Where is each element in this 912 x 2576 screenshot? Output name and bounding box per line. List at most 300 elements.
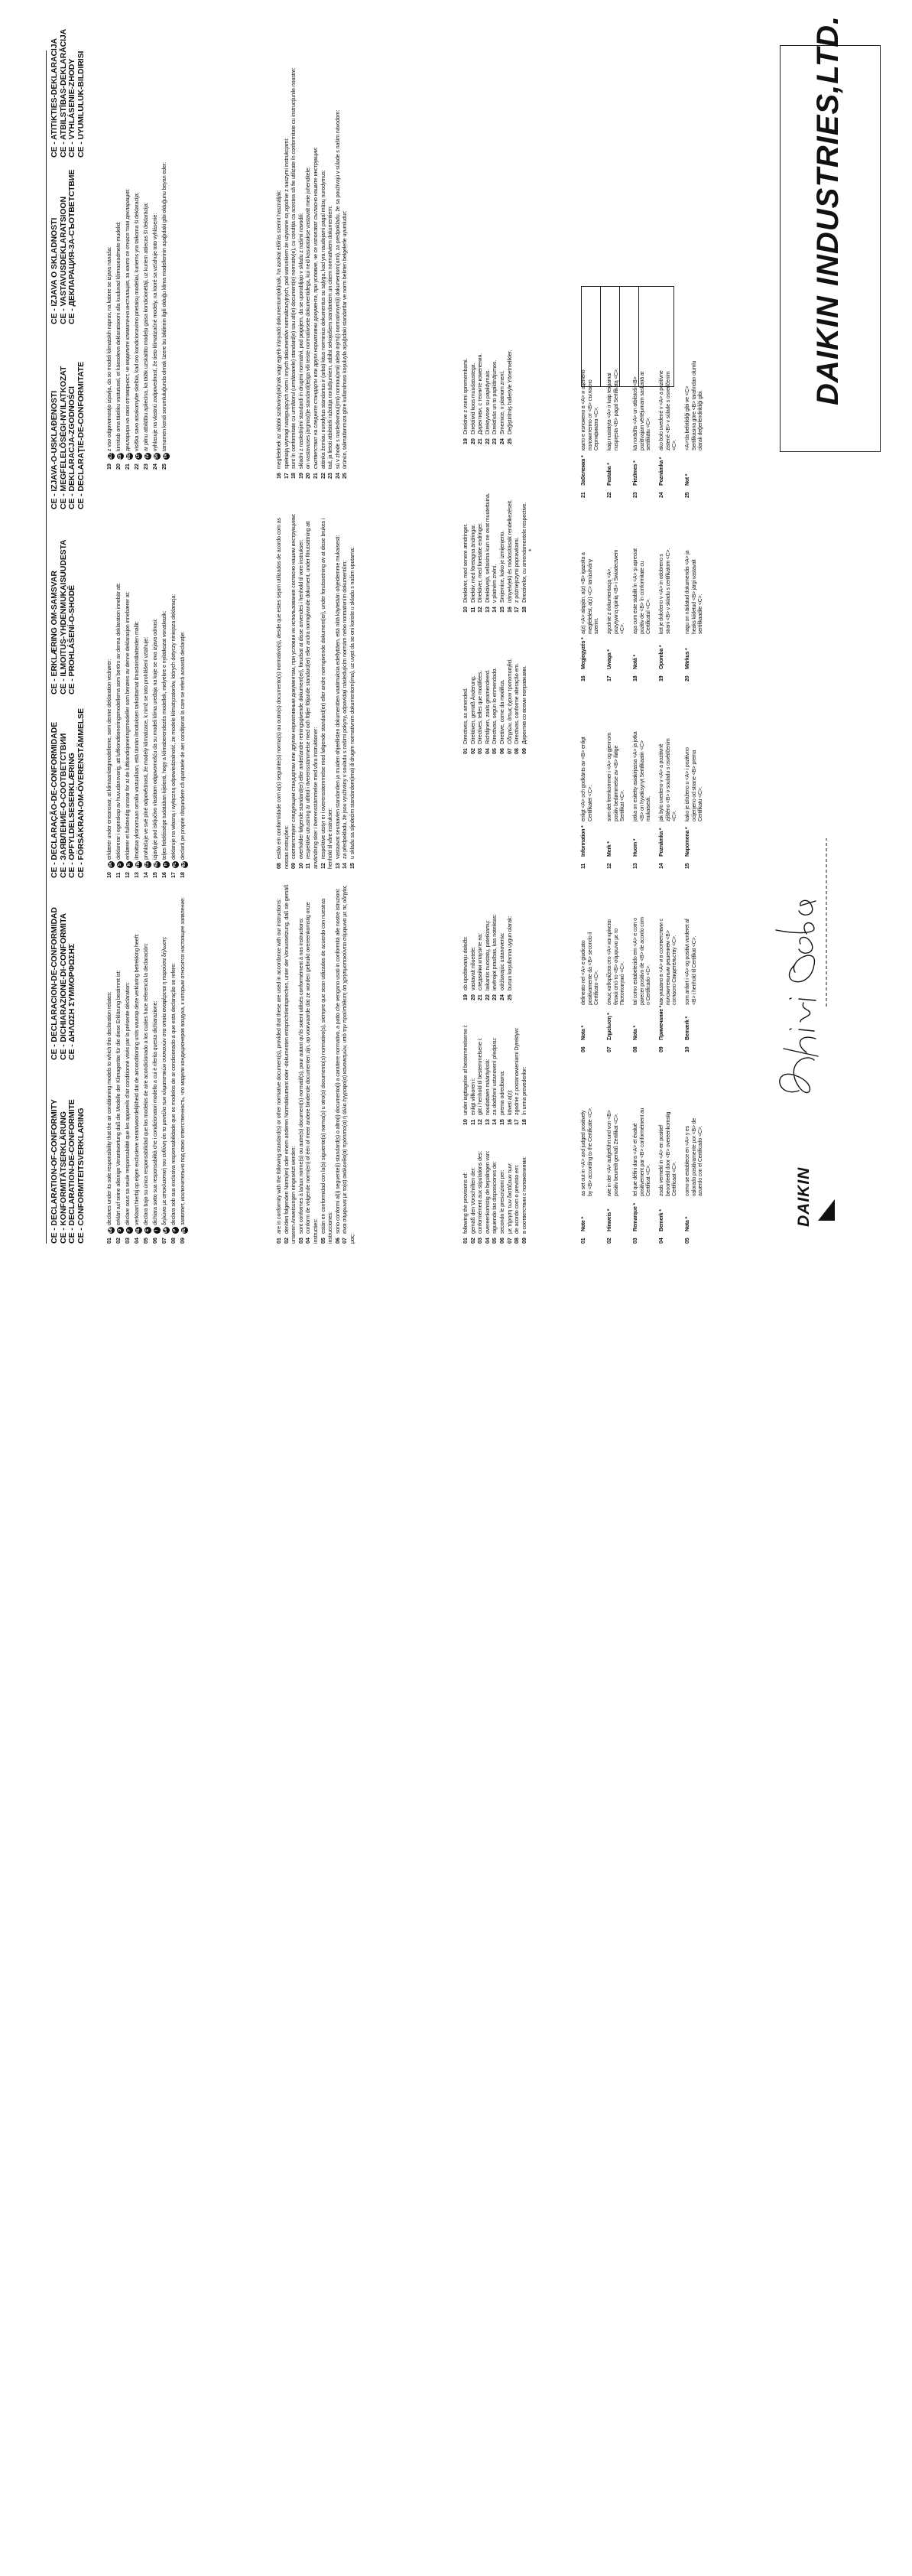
- numbered-item: [491, 624, 498, 754]
- numbered-item: [115, 53, 124, 470]
- item-text: estão em conformidade com a(s) seguinte(s) norma(s) ou outro(s) documento(s) normativo(s), desde que estes sejam utilizados de acordo com as nossas instruções:: [275, 518, 290, 869]
- numbered-item: [521, 1129, 528, 1244]
- item-text: atitinka žemiau nurodytus standartus ir (arba) kitus norminius dokumentus su sąlyga, kad yra naudojami pagal mūsų nurodymus:: [319, 170, 326, 469]
- header-column: [50, 869, 77, 1060]
- note-text: as set out in <A> and judged positively by <B> according to the Certificate <C>.: [581, 1107, 593, 1196]
- numbered-item: [476, 886, 484, 1000]
- note-label: Notă *: [633, 654, 638, 669]
- note-number: 16: [581, 675, 586, 681]
- item-text: gemäß den Vorschriften der:: [469, 1167, 476, 1234]
- item-number: 02: [469, 1238, 476, 1244]
- daikin-logo-text: DAIKIN: [795, 1166, 813, 1227]
- language-badge: N: [126, 861, 133, 868]
- item-text: prohlašuje ve své plné odpovědnosti, že modely klimatizace, k nimž se toto prohlášení vztahuje:: [142, 637, 149, 860]
- item-number: 09: [179, 1238, 186, 1244]
- header-title: CE - DECLARATION-DE-CONFORMITE: [67, 1099, 76, 1244]
- note-label: Poznámka *: [659, 457, 664, 486]
- item-text: respektive utrustning är utförd i överensstämmelse med och följer följande standard(er) eller andra normgivande dokument, under förutsättning att användning sker i överensstämmelse med våra instruktioner:: [304, 521, 319, 869]
- item-text: deklaruje na własną i wyłączną odpowiedzialność, że modele klimatyzatorów, których dotyczy niniejsza deklaracja:: [170, 594, 177, 860]
- item-text: verklaart hierbij op eigen exclusieve verantwoordelijkheid dat de airconditioning units waarop deze verklaring betrekking heeft:: [133, 933, 140, 1225]
- note-label: Nota *: [581, 1025, 586, 1040]
- numbered-item: [290, 53, 297, 479]
- note-item: [685, 502, 711, 681]
- numbered-item: [142, 519, 151, 878]
- numbered-item: [484, 1129, 492, 1244]
- header-row: [50, 28, 96, 1244]
- item-text: skladni z naslednjimi standardi in drugimi normativi, pod pogojem, da se uporabljajo v skladu z našimi navodili:: [297, 213, 304, 469]
- item-text: Smjernice, kako je izmijenjeno.: [498, 530, 505, 603]
- item-number: 06: [498, 748, 505, 754]
- item-text: съответстват на следните стандарти или други нормативни документи, при условие, че се използват съгласно нашите инструкции:: [311, 147, 319, 469]
- header-title: CE - ILMOITUS-YHDENMUKAISUUDESTA: [58, 539, 68, 694]
- note-label: Забележка *: [581, 455, 586, 486]
- item-text: Direktiven, gemäß Änderung.: [469, 675, 476, 744]
- header-column: [50, 1052, 86, 1244]
- item-text: Direktiivid koos muudatustega.: [469, 363, 476, 434]
- numbered-item: [105, 53, 115, 470]
- item-text: déclare sous sa seule responsabilité que les appareils d'air conditionné visés par la présente déclaration:: [124, 982, 131, 1225]
- language-badge: D: [117, 1227, 124, 1234]
- language-badge: RU: [182, 1228, 187, 1233]
- note-heading: [581, 637, 588, 681]
- item-text: заявляет, исключительно под свою ответственность, что модели кондиционеров воздуха, к которым относится настоящее заявление:: [179, 897, 186, 1225]
- note-label: Merk *: [607, 841, 612, 857]
- header-title: CE - IZJAVA-O-USKLAĐENOSTI: [50, 390, 59, 509]
- conformity-block-16-25: [275, 53, 349, 479]
- numbered-item: [304, 53, 312, 479]
- note-heading: [607, 649, 614, 681]
- item-number: 18: [290, 473, 297, 479]
- numbered-item: [476, 1129, 484, 1244]
- note-label: Uwaga *: [607, 649, 612, 669]
- note-text: <A>'da belirtildiği gibi ve <C> Sertifikasına göre <B> tarafından olumlu olarak değerlendirildiği gibi.: [685, 360, 704, 450]
- language-badge: GB: [109, 1227, 113, 1234]
- numbered-item: [161, 53, 170, 470]
- item-text: Smernice, v platnom znení.: [498, 370, 505, 434]
- header-title: CE - OPFYLDELSESERKLÆRING: [67, 753, 76, 878]
- header-title: CE - KONFORMITÄTSERKLÄRUNG: [58, 1111, 68, 1244]
- note-number: 02: [607, 1238, 612, 1244]
- numbered-item: [320, 503, 334, 869]
- item-text: visiška savo atsakomybe skelbia, kad oro kondicionavimo prietaisų modeliai, kuriems yra taikoma ši deklaracija:: [133, 192, 140, 451]
- item-number: 07: [341, 1238, 349, 1244]
- item-text: Οδηγιών, όπως έχουν τροποποιηθεί.: [505, 659, 513, 744]
- item-text: Direttive, come da modifica.: [498, 679, 505, 744]
- numbered-item: [170, 519, 179, 878]
- numbered-item: [105, 884, 115, 1244]
- language-badge: EST: [118, 452, 122, 460]
- item-number: 05: [319, 1238, 326, 1244]
- note-label: Huom *: [633, 838, 638, 857]
- item-text: vastaavat seuraavien standardien ja muiden ohjeellisten dokumenttien vaatimuksia edellyttäen, että niitä käytetään ohjeidemme mukaisesti:: [333, 535, 341, 859]
- note-item: [633, 502, 659, 681]
- numbered-item: [484, 624, 492, 754]
- note-heading: [633, 839, 640, 869]
- note-number: 14: [659, 863, 664, 869]
- item-text: conform de volgende norm(en) of één of meer andere bindende documenten zijn, op voorwaarde dat ze worden gebruikt overeenkomstig onze instructies:: [304, 902, 319, 1244]
- note-text: kako je izloženo u <A> i pozitivno ocijenjeno od strane <B> prema Certifikatu <C>.: [685, 747, 704, 821]
- header-title: CE - PROHLÁŠENÍ-O-SHODĚ: [67, 585, 76, 694]
- header-title: CE - ДЕКЛАРАЦИЯ-ЗА-СЪОТВЕТСТВИЕ: [67, 169, 76, 324]
- item-number: 18: [179, 872, 186, 878]
- item-number: 19: [462, 994, 469, 1000]
- note-number: 09: [659, 1046, 664, 1052]
- numbered-item: [506, 624, 514, 754]
- item-number: 12: [319, 863, 326, 869]
- item-text: Direktiivejä, sellaisina kuin ne ovat muutettuina.: [483, 493, 491, 603]
- note-text: както е изложено в <A> и оценено положително от <B> съгласно Сертификата <C>.: [581, 369, 600, 450]
- numbered-item: [491, 1129, 498, 1244]
- numbered-item: [151, 53, 161, 470]
- certificate-box-row: [601, 287, 620, 386]
- item-number: 22: [483, 438, 491, 444]
- item-text: Direktive z vsemi spremembami.: [462, 358, 469, 434]
- item-text: prema odredbama:: [498, 1070, 505, 1115]
- header-title: CE - DECLARAŢIE-DE-CONFORMITATE: [76, 361, 86, 509]
- numbered-item: [491, 460, 498, 613]
- item-text: sont conformes à la/aux norme(s) ou autre(s) document(s) normatif(s), pour autant qu'ils soient utilisés conformément à nos instructions:: [297, 917, 304, 1234]
- certificate-box-row: [582, 287, 601, 386]
- note-label: Bemerk *: [659, 1209, 664, 1231]
- item-number: 13: [333, 863, 341, 869]
- item-number: 12: [476, 607, 484, 613]
- language-badge: CZ: [145, 862, 150, 867]
- note-number: 19: [659, 675, 664, 681]
- item-number: 12: [476, 1119, 484, 1125]
- item-text: в соответствии с положениями:: [520, 1156, 527, 1234]
- item-number: 25: [505, 438, 513, 444]
- certificate-box: [581, 286, 674, 387]
- note-text: tel que défini dans <A> et évalué positivement par <B> conformément au Certificat <C>.: [633, 1107, 652, 1196]
- note-item: [659, 1064, 685, 1244]
- item-number: 05: [491, 748, 498, 754]
- item-text: Direktīvās un to papildinājumos.: [491, 359, 498, 434]
- item-text: sunt în conformitate cu următorul (următoarele) standard(e) sau alt(e) document(e) normativ(e), cu condiţia ca acestea să fie utilizate în conformitate cu instrucţiunile noastre:: [290, 67, 297, 469]
- numbered-item: [484, 1004, 492, 1125]
- item-number: 05: [491, 1238, 498, 1244]
- item-text: zgodnie z postanowieniami Dyrektyw:: [513, 1027, 521, 1115]
- item-text: siguiendo las disposiciones de:: [491, 1161, 498, 1234]
- conformity-block-08-15: [275, 503, 356, 869]
- item-text: Directivas, conforme alteração em.: [513, 663, 521, 744]
- numbered-item: [334, 53, 342, 479]
- numbered-item: [170, 884, 179, 1244]
- numbered-item: [506, 1129, 514, 1244]
- note-text: a(z) <A> alapján, a(z) <B> igazolta a megfelelést, a(z) <C> tanúsítvány szerint.: [581, 552, 600, 634]
- note-heading: [659, 646, 666, 681]
- note-item: [633, 689, 659, 869]
- header-column: [50, 318, 86, 509]
- item-number: 24: [333, 473, 341, 479]
- numbered-item: [105, 519, 115, 878]
- item-number: 11: [469, 607, 476, 613]
- declaration-block-01-09: [105, 884, 188, 1244]
- numbered-item: [133, 519, 142, 878]
- numbered-item: [283, 53, 290, 479]
- note-number: 21: [581, 492, 586, 498]
- note-number: 10: [685, 1046, 690, 1052]
- note-text: kaip nustatyta <A> ir kaip teigiamai nuspręsta <B> pagal Sertifikatą <C>.: [607, 368, 619, 450]
- item-text: ob upoštevanju določb:: [462, 936, 469, 990]
- numbered-item: [161, 519, 170, 878]
- note-text: som anført i <A> og positivt vurderet af <B> i henhold til Certifikat <C>.: [685, 919, 697, 1005]
- note-number: 01: [581, 1238, 586, 1244]
- note-text: tal como estabelecido em <A> e com o parecer positivo de <B> de acordo com o Certificado <C>.: [633, 917, 652, 1005]
- note-heading: [581, 1217, 588, 1244]
- item-text: bunun koşullarına uygun olarak:: [505, 916, 513, 990]
- numbered-item: [484, 299, 492, 444]
- note-label: Opomba *: [659, 645, 664, 669]
- note-item: [581, 873, 607, 1052]
- note-text: delineato nel <A> e giudicato positivamente da <B> secondo il Certificato <C>.: [581, 932, 600, 1005]
- numbered-item: [124, 53, 133, 470]
- note-text: kā norādīts <A> un atbilstoši <B> pozitīvajam vērtējumam saskaņā ar sertifikātu <C>.: [633, 371, 652, 450]
- language-badge: DK: [109, 862, 113, 867]
- note-heading: [659, 457, 666, 498]
- item-text: δηλώνει με αποκλειστική του ευθύνη ότι τα μοντέλα των κλιματιστικών συσκευών στα οποία αναφέρεται η παρούσα δήλωση:: [161, 936, 167, 1225]
- item-number: 16: [161, 872, 167, 878]
- item-text: követi a(z):: [505, 1089, 513, 1115]
- numbered-item: [341, 53, 349, 479]
- note-number: 17: [607, 675, 612, 681]
- item-number: 17: [170, 872, 177, 878]
- numbered-item: [326, 53, 334, 479]
- numbered-item: [124, 519, 133, 878]
- item-number: 21: [124, 463, 131, 470]
- item-text: ürünün, talimatlarımıza göre kullanılması koşuluyla aşağıdaki standartlar ve norm belirten belgelerle uyumludur:: [341, 210, 349, 469]
- numbered-item: [320, 880, 334, 1244]
- numbered-item: [124, 884, 133, 1244]
- note-text: nagu on näidatud dokumendis <A> ja heaks kiidetud <B> järgi vastavalt sertifikaadile <C>.: [685, 550, 704, 634]
- item-text: tad, ja lietoti atbilstoši ražotāja norādījumiem, atbilst sekojošiem standartiem un citiem normatīviem dokumentiem:: [326, 206, 334, 469]
- note-heading: [633, 655, 640, 681]
- item-text: dichiara sotto sua responsabilità che i condizionatori modello a cui è riferita questa dichiarazione:: [151, 1000, 158, 1225]
- note-item: [607, 502, 633, 681]
- header-title: CE - IZJAVA O SKLADNOSTI: [50, 217, 59, 324]
- item-text: following the provisions of:: [462, 1172, 469, 1234]
- numbered-item: [469, 460, 477, 613]
- item-number: 21: [476, 438, 484, 444]
- numbered-item: [469, 1129, 477, 1244]
- item-text: conformément aux stipulations des:: [476, 1151, 484, 1234]
- language-badge: I: [154, 1227, 161, 1234]
- note-heading: [685, 1217, 692, 1244]
- item-text: είναι σύμφωνα με το(α) ακόλουθο(α) πρότυπο(α) ή άλλο έγγραφο(α) κανονισμών, υπό την προϋπόθεση ότι χρησιμοποιούνται σύμφωνα με τις οδηγίες μας:: [341, 885, 355, 1244]
- header-title: CE - FÖRSÄKRAN-OM-ÖVERENSTÄMMELSE: [76, 708, 86, 878]
- note-item: [685, 1064, 711, 1244]
- item-number: 09: [290, 863, 297, 869]
- item-text: under iagttagelse af bestemmelserne i:: [462, 1024, 469, 1115]
- directives-amended-19-25: [462, 299, 513, 444]
- item-text: megfelelnek az alábbi szabvány(ok)nak vagy egyéb irányadó dokumentum(ok)nak, ha azokat előírás szerint használják:: [275, 190, 282, 469]
- item-number: 14: [142, 872, 149, 878]
- note-item: [633, 1064, 659, 1244]
- certificate-box-row: [620, 287, 639, 386]
- note-heading: [581, 1026, 588, 1052]
- item-text: Directives, as amended.: [462, 688, 469, 744]
- header-title: CE - DEKLARACJA-ZGODNOŚCI: [67, 386, 76, 509]
- item-number: 19: [297, 473, 304, 479]
- item-number: 06: [333, 1238, 341, 1244]
- language-badge: SK: [154, 454, 159, 459]
- item-number: 16: [505, 1119, 513, 1125]
- item-text: gitt i henhold til bestemmelsene i:: [476, 1037, 484, 1115]
- note-label: Not *: [685, 473, 690, 486]
- declaration-block-10-18: [105, 519, 188, 878]
- numbered-item: [506, 299, 514, 444]
- directives-provisions-10-18: [462, 1004, 527, 1125]
- header-title: CE - ЗАЯВЛЕНИЕ-О-СООТВЕТСТВИИ: [58, 733, 68, 878]
- note-item: [607, 1064, 633, 1244]
- numbered-item: [304, 503, 319, 869]
- item-number: 02: [282, 1238, 290, 1244]
- item-number: 13: [483, 607, 491, 613]
- note-item: [659, 873, 685, 1052]
- note-text: wie in der <A> aufgeführt und von <B> positiv beurteilt gemäß Zertifikat <C>.: [607, 1110, 619, 1196]
- note-label: Nota *: [685, 1216, 690, 1231]
- note-text: enligt <A> och godkänts av <B> enligt Certifikatet <C>.: [581, 737, 593, 821]
- company-frame: [780, 15, 881, 452]
- item-text: ievērojot prasības, kas noteiktas:: [491, 914, 498, 990]
- directives-amended-10-18: [462, 460, 527, 613]
- header-title: CE - DECLARAÇÃO-DE-CONFORMIDADE: [50, 722, 59, 878]
- item-text: Directives, telles que modifiées.: [476, 670, 484, 744]
- item-text: Директив со всеми поправками.: [520, 665, 527, 744]
- item-number: 04: [304, 1238, 312, 1244]
- language-badge: GR: [164, 1227, 168, 1234]
- item-text: Değiştirilmiş halleriyle Yönetmelikler.: [505, 350, 513, 434]
- note-text: как указано в <A> и в соответствии с положительным решением <B> согласно Свидетельству <C>.: [659, 919, 678, 1005]
- note-text: zgodnie z dokumentacją <A>, pozytywną opinią <B> i Świadectwem <C>.: [607, 549, 626, 634]
- signature-drawing: [753, 831, 837, 1106]
- note-item: [659, 689, 685, 869]
- item-number: 15: [348, 863, 355, 869]
- language-badge: SLO: [109, 452, 113, 460]
- item-number: 08: [275, 863, 282, 869]
- item-number: 13: [133, 872, 140, 878]
- item-text: erklärt auf seine alleinige Verantwortung daß die Modelle der Klimageräte für die diese Erklärung bestimmt ist:: [115, 970, 122, 1225]
- item-text: vyhlasuje na vlastnú zodpovednosť, že tieto klimatizačné modely, na ktoré sa vzťahuje toto vyhlásenie:: [151, 213, 158, 451]
- item-number: 24: [498, 994, 505, 1000]
- directives-provisions-19-25: [462, 886, 513, 1000]
- language-badge: LT: [136, 454, 141, 459]
- item-text: are in conformity with the following standard(s) or other normative document(s), provided that these are used in accordance with our instructions:: [275, 899, 282, 1234]
- note-label: Napomena *: [685, 827, 690, 857]
- language-badge: S: [117, 861, 124, 868]
- item-number: 07: [505, 748, 513, 754]
- directives-amended-01-09: [462, 624, 527, 754]
- item-number: 01: [462, 748, 469, 754]
- note-heading: [659, 1006, 666, 1052]
- item-text: με τήρηση των διατάξεων των:: [505, 1163, 513, 1234]
- item-text: Direktiver, med foretatte endringer.: [476, 522, 484, 603]
- item-number: 17: [282, 473, 290, 479]
- numbered-item: [133, 53, 142, 470]
- note-number: 05: [685, 1238, 690, 1244]
- note-heading: [685, 828, 692, 869]
- item-number: 08: [170, 1238, 177, 1244]
- numbered-item: [462, 886, 469, 1000]
- numbered-item: [115, 519, 124, 878]
- item-text: u skladu sa sljedećim standardom(ima) ili drugim normativnim dokumentom(ima), uz uvjet da se oni koriste u skladu s našim uputama:: [348, 547, 355, 859]
- numbered-item: [341, 880, 355, 1244]
- header-column: [50, 133, 77, 324]
- numbered-item: [462, 1004, 469, 1125]
- note-text: aşa cum este stabilit în <A> şi apreciat pozitiv de <B> în conformitate cu Certificatul <C>.: [633, 548, 652, 634]
- header-column: [50, 503, 77, 694]
- item-number: 08: [513, 748, 521, 754]
- item-text: overeenkomstig de bepalingen van:: [483, 1150, 491, 1234]
- item-text: v platném znění.: [491, 564, 498, 603]
- item-number: 22: [319, 473, 326, 479]
- item-number: 08: [513, 1238, 521, 1244]
- item-text: în urma prevederilor:: [520, 1066, 527, 1115]
- note-text: ako bolo uvedené v <A> a pozitívne zistené <B> v súlade s osvedčením <C>.: [659, 370, 678, 450]
- language-badge: FIN: [136, 861, 141, 868]
- note-number: 07: [607, 1046, 612, 1052]
- numbered-item: [476, 624, 484, 754]
- item-text: Direktiver, med senere ændringer.: [462, 523, 469, 603]
- item-text: Directivelor, cu amendamentele respective.: [520, 502, 527, 603]
- numbered-item: [151, 519, 161, 878]
- item-number: 20: [304, 473, 312, 479]
- note-number: 24: [659, 492, 664, 498]
- note-heading: [685, 648, 692, 681]
- numbered-item: [151, 884, 161, 1244]
- header-column: [50, 0, 86, 158]
- note-item: [659, 502, 685, 681]
- item-text: declara bajo su única responsabilidad que los modelos de aire acondicionado a los cuales hace referencia la declaración:: [142, 943, 149, 1225]
- item-number: 21: [476, 994, 484, 1000]
- item-text: declară pe proprie răspundere că aparatele de aer condiţionat la care se referă această declaraţie:: [179, 631, 186, 860]
- numbered-item: [513, 460, 521, 613]
- numbered-item: [498, 624, 506, 754]
- item-text: spełniają wymogi następujących norm i innych dokumentów normalizacyjnych, pod warunkiem że używane są zgodnie z naszymi instrukcjami:: [282, 138, 290, 469]
- item-number: 23: [491, 438, 498, 444]
- header-title: CE - ATITIKTIES-DEKLARACIJA: [50, 38, 59, 158]
- item-number: 24: [498, 438, 505, 444]
- note-text: kot je določeno v <A> in odobreno s strani <B> v skladu s certifikatom <C>.: [659, 548, 671, 634]
- numbered-item: [513, 1004, 521, 1125]
- item-number: 04: [483, 1238, 491, 1244]
- item-number: 16: [505, 607, 513, 613]
- numbered-item: [349, 503, 356, 869]
- note-label: Megjegyzés *: [581, 637, 586, 669]
- item-number: 04: [483, 748, 491, 754]
- item-text: declares under its sole responsibility that the air conditioning models to which this declaration relates:: [105, 991, 112, 1225]
- numbered-item: [290, 503, 297, 869]
- note-heading: [685, 474, 692, 498]
- language-badge: P: [172, 1227, 179, 1234]
- note-text: jotka on esitetty asiakirjassa <A> ja jotka <B> on hyväksynyt Sertifikaatin <C> mukaisesti.: [633, 731, 652, 821]
- item-number: 01: [105, 1238, 112, 1244]
- item-text: respektive utstyr er i overensstemmelse med følgende standard(er) eller andre normgivende dokument(er), under forutssetning av at disse brukes i henhold til våre instrukser:: [319, 518, 334, 869]
- note-item: [685, 689, 711, 869]
- numbered-item: [179, 519, 188, 878]
- header-title: CE - DECLARACION-DE-CONFORMIDAD: [50, 907, 59, 1060]
- header-title: CE - ERKLÆRING OM-SAMSVAR: [50, 571, 59, 694]
- item-number: 06: [498, 1238, 505, 1244]
- item-text: ar pilnu atbildību apliecina, ka tālāk uzskaitīto modeļu gaisa kondicionētāji, uz kuriem attiecas šī deklarācija:: [142, 202, 149, 451]
- item-text: z późniejszymi poprawkami.: [513, 537, 521, 603]
- numbered-item: [498, 1129, 506, 1244]
- note-label: Pastaba *: [607, 463, 612, 486]
- header-title: CE - MEGFELELŐSÉGI-NYILATKOZAT: [58, 366, 68, 509]
- item-text: teljes felelőssége tudatában kijelenti, hogy a klímaberendezés modellek, melyekre e nyilatkozat vonatkozik:: [161, 610, 167, 860]
- header-title: CE - VYHLÁSENIE-ZHODY: [67, 58, 76, 158]
- certificate-box-row: [639, 287, 657, 386]
- note-label: Note *: [581, 1216, 586, 1231]
